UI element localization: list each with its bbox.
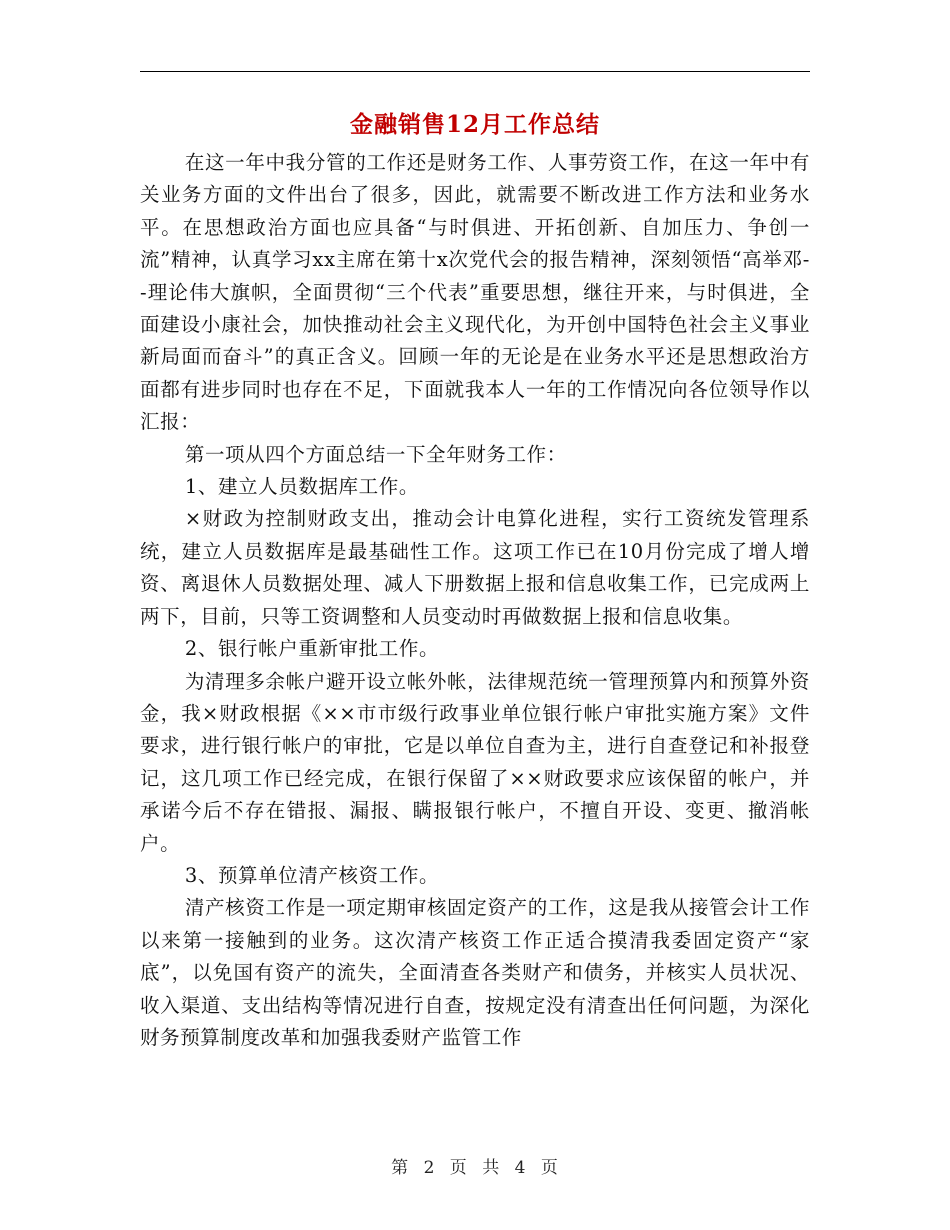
footer-label-ye-2: 页 (540, 1158, 559, 1178)
paragraph-item-1-heading: 1、建立人员数据库工作。 (184, 475, 419, 499)
paragraph-intro: 在这一年中我分管的工作还是财务工作、人事劳资工作，在这一年中有关业务方面的文件出台了很多，因此，就需要不断改进工作方法和业务水平。在思想政治方面也应具备“与时俱进、开拓创新、自加压力、争创一流”精神，认真学习xx主席在第十x次党代会的报告精神，深刻领悟“高举邓--理论伟大旗帜，全面贯彻“三个代表”重要思想，继往开来，与时俱进，全面建设小康社会，加快推动社会主义现代化，为开创中国特色社会主义事业新局面而奋斗”的真正含义。回顾一年的无论是在业务水平还是思想政治方面都有进步同时也存在不足，下面就我本人一年的工作情况向各位领导作以汇报： (140, 151, 810, 434)
document-title: 金融销售12月工作总结 (349, 111, 600, 138)
page-footer (0, 1153, 950, 1178)
footer-page-total: 4 (514, 1158, 527, 1178)
paragraph-item-1-body: ×财政为控制财政支出，推动会计电算化进程，实行工资统发管理系统，建立人员数据库是最基础性工作。这项工作已在10月份完成了增人增资、离退休人员数据处理、减人下册数据上报和信息收集工作，已完成两上两下，目前，只等工资调整和人员变动时再做数据上报和信息收集。 (140, 507, 810, 628)
footer-page-current: 2 (423, 1158, 436, 1178)
header-rule (140, 71, 810, 72)
footer-label-di: 第 (391, 1158, 410, 1178)
footer-label-ye: 页 (449, 1158, 468, 1178)
paragraph-item-3-heading: 3、预算单位清产核资工作。 (184, 863, 440, 887)
paragraph-item-3-body: 清产核资工作是一项定期审核固定资产的工作，这是我从接管会计工作以来第一接触到的业务。这次清产核资工作正适合摸清我委固定资产“家底”，以免国有资产的流失，全面清查各类财产和债务，并核实人员状况、收入渠道、支出结构等情况进行自查，按规定没有清查出任何问题，为深化财务预算制度改革和加强我委财产监管工作 (140, 896, 810, 1049)
paragraph-item-2-body: 为清理多余帐户避开设立帐外帐，法律规范统一管理预算内和预算外资金，我×财政根据《××市市级行政事业单位银行帐户审批实施方案》文件要求，进行银行帐户的审批，它是以单位自查为主，进行自查登记和补报登记，这几项工作已经完成，在银行保留了××财政要求应该保留的帐户，并承诺今后不存在错报、漏报、瞒报银行帐户，不擅自开设、变更、撤消帐户。 (140, 669, 810, 855)
footer-label-gong: 共 (482, 1158, 501, 1178)
paragraph-item-2-heading: 2、银行帐户重新审批工作。 (184, 637, 440, 661)
paragraph-section-heading: 第一项从四个方面总结一下全年财务工作： (184, 442, 567, 466)
document-body (140, 147, 810, 1054)
